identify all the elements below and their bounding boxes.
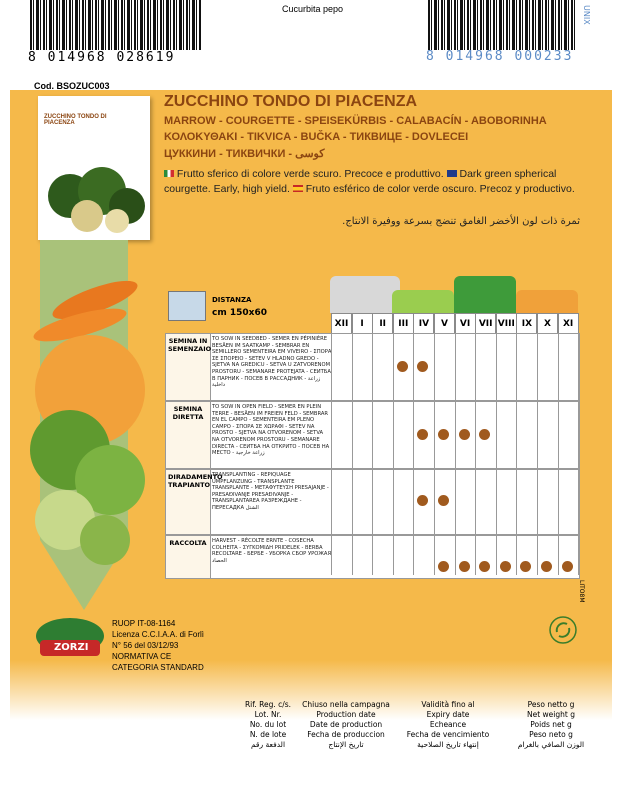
season-autumn <box>516 290 578 313</box>
normativa: NORMATIVA CE <box>112 652 172 661</box>
field-weight <box>508 700 594 750</box>
description-it: Frutto sferico di colore verde scuro. Precoce e produttivo. <box>176 168 444 180</box>
grid-line <box>475 333 476 575</box>
grid-line <box>393 333 394 575</box>
row-label-4: RACCOLTA <box>169 539 207 547</box>
field-lot-line: الدفعة رقم <box>250 740 286 749</box>
description-ar: ثمرة ذات لون الأخضر الغامق تنضج بسرعة ووفيرة الانتاج. <box>342 216 580 227</box>
product-title: ZUCCHINO TONDO DI PIACENZA <box>164 93 418 110</box>
distance-label: DISTANZA <box>212 296 252 304</box>
grid-line <box>413 333 414 575</box>
description-en: Dark green spherical courgette. Early, high yield. <box>164 168 557 195</box>
numero: N° 56 del 03/12/93 <box>112 641 179 650</box>
month-XII: XII <box>331 313 352 335</box>
field-lot-line: N. de lote <box>249 730 287 739</box>
field-expiry-line: Validità fino al <box>421 700 475 709</box>
row-text-3: TRANSPLANTING - REPIQUAGE UMPFLANZUNG - TRANSPLANTE TRANSPLANTE - ΜΕΤΑΦΥΤΕΥΣΗ PRESAJANJE - PRESAĐIVANJE PRESAĐIVANJE - TRANSPLANTAREA РАЗРЕЖДАНЕ - ПЕРЕСАДКА الشتل <box>212 472 329 511</box>
grid-line <box>331 333 332 575</box>
field-weight-line: Peso netto g <box>527 700 575 709</box>
label-box-1 <box>165 333 211 401</box>
field-production-line: Fecha de produccion <box>307 730 385 739</box>
lot-code: LITO8M <box>578 580 585 603</box>
label-box-2 <box>165 401 211 469</box>
calendar-dot <box>438 495 449 506</box>
names-line-2: ΚΟΛΟΚΥΘΑΚΙ - TIKVICA - BUČKA - ТИКВИЦЕ - DOVLECEI <box>164 131 469 143</box>
row-label-3: DIRADAMENTO TRAPIANTO <box>168 473 223 489</box>
names-line-1: MARROW - COURGETTE - SPEISEKÜRBIS - CALABACÍN - ABOBORINHA <box>164 115 547 127</box>
season-spring <box>392 290 454 313</box>
species-name: Cucurbita pepo <box>282 4 344 14</box>
field-weight-line: Peso neto g <box>529 730 573 739</box>
month-IX: IX <box>516 313 537 335</box>
field-production <box>296 700 396 750</box>
vegetables-illustration <box>10 240 158 660</box>
field-expiry <box>398 700 498 750</box>
field-production-line: تاريخ الإنتاج <box>328 740 364 749</box>
label-box-4 <box>165 535 211 579</box>
field-lot-line: Lot. Nr. <box>254 710 282 719</box>
grid-line <box>516 333 517 575</box>
calendar-dot <box>459 429 470 440</box>
zorzi-logo <box>34 616 106 660</box>
label-box-3 <box>165 469 223 535</box>
month-XI: XI <box>558 313 579 335</box>
field-production-line: Chiuso nella campagna <box>302 700 390 709</box>
flag-italy-icon <box>164 170 174 177</box>
row-text-1: TO SOW IN SEEDBED - SEMER EN PÉPINIÈRE BESÄEN IM SAATKAMP - SEMBRAR EN SEMILLERO SEMENTEIRA EM VIVEIRO - ΣΠΟΡΑ ΣΕ ΣΠΟΡΕΙΟ - SETEV V HLADNO GREDO - SJETVA NA GREDICU - SETVA U ZATVORENOM PROSTORU - SEMANARE PROTEJATA - СЕИТБА В ПАРНИК - ПОСЕВ В РАССАДНИК - زراعة داخلية <box>212 336 332 389</box>
month-VIII: VIII <box>496 313 517 335</box>
month-III: III <box>393 313 414 335</box>
calendar-dot <box>438 429 449 440</box>
grid-line <box>372 333 373 575</box>
barcode-right-number: 8 014968 000233 <box>426 49 574 64</box>
grid-line <box>352 333 353 575</box>
field-expiry-line: Fecha de vencimiento <box>406 730 490 739</box>
calendar-dot <box>397 361 408 372</box>
calendar-dot <box>562 561 573 572</box>
distance-value: cm 150x60 <box>212 308 267 318</box>
month-V: V <box>434 313 455 335</box>
row-text-2: TO SOW IN OPEN FIELD - SEMER EN PLEIN TERRE - BESÄEN IM FREIEN FELD - SEMBRAR EN EL CAMPO - SEMENTEIRA EM PLENO CAMPO - ΣΠΟΡΑ ΣΕ ΧΩΡΑΦΙ - SETEV NA PROSTO - SJETVA NA OTVORENOM - SETVA NA OTVORENOM PROSTORU - SEMANARE DIRECTA - СЕИТБА НА ОТКРИТО - ПОСЕВ НА МЕСТО - زراعة خارجية <box>212 404 330 457</box>
season-winter <box>330 276 400 313</box>
barcode-left <box>30 0 202 50</box>
month-IV: IV <box>413 313 434 335</box>
names-line-3: ЦУККИНИ - ТИКВИЧКИ - كوسى <box>164 148 325 160</box>
flag-spain-icon <box>293 185 303 192</box>
row-text-4: HARVEST - RÉCOLTE ERNTE - COSECHA COLHEITA - ΣΥΓΚΟΜΙΔΗ PRIDELEK - BERBA RECOLTARE - БЕРБЕ - УБОРКА СБОР УРОЖАЯ الحصاد <box>212 538 332 564</box>
field-weight-line: الوزن الصافي بالغرام <box>517 740 585 749</box>
field-lot-line: Rif. Reg. c/s. <box>244 700 292 709</box>
field-expiry-line: Expiry date <box>426 710 470 719</box>
description <box>164 167 579 197</box>
month-II: II <box>372 313 393 335</box>
month-VI: VI <box>455 313 476 335</box>
zucchini-thumbnail-image <box>42 136 146 236</box>
footer-info <box>112 618 204 673</box>
grid-line <box>537 333 538 575</box>
grid-line <box>578 333 579 575</box>
barcode-left-number: 8 014968 028619 <box>28 50 176 65</box>
description-es: Fruto esférico de color verde oscuro. Precoz y productivo. <box>305 183 575 195</box>
calendar-dot <box>438 561 449 572</box>
licenza: Licenza C.C.I.A.A. di Forlì <box>112 630 205 639</box>
field-weight-line: Poids net g <box>530 720 572 729</box>
grid-line <box>496 333 497 575</box>
row-label-1: SEMINA IN SEMENZAIO <box>168 337 212 353</box>
recycle-icon <box>549 616 577 644</box>
grid-line <box>434 333 435 575</box>
product-code: Cod. BSOZUC003 <box>34 81 110 91</box>
calendar-dot <box>500 561 511 572</box>
row-label-2: SEMINA DIRETTA <box>172 405 204 421</box>
field-production-line: Production date <box>316 710 376 719</box>
ruop: RUOP IT-08-1164 <box>112 619 176 628</box>
field-production-line: Date de production <box>309 720 383 729</box>
categoria: CATEGORIA STANDARD <box>112 663 204 672</box>
field-expiry-line: إنتهاء تاريخ الصلاحية <box>417 740 479 749</box>
barcode-right <box>428 0 576 50</box>
month-VII: VII <box>475 313 496 335</box>
month-X: X <box>537 313 558 335</box>
flag-uk-icon <box>447 170 457 177</box>
season-summer <box>454 276 516 313</box>
calendar-dot <box>459 561 470 572</box>
brand-name: ZORZI <box>54 642 89 653</box>
month-I: I <box>352 313 373 335</box>
field-expiry-line: Echeance <box>429 720 467 729</box>
packet-thumbnail <box>38 96 150 240</box>
calendar-dot <box>541 561 552 572</box>
grid-line <box>455 333 456 575</box>
thumbnail-title: ZUCCHINO TONDO DI PIACENZA <box>44 114 107 126</box>
distance-icon <box>168 291 206 321</box>
field-lot-line: No. du lot <box>249 720 287 729</box>
field-weight-line: Net weight g <box>527 710 575 719</box>
grid-line <box>558 333 559 575</box>
unix-label: UNIX <box>582 5 591 25</box>
